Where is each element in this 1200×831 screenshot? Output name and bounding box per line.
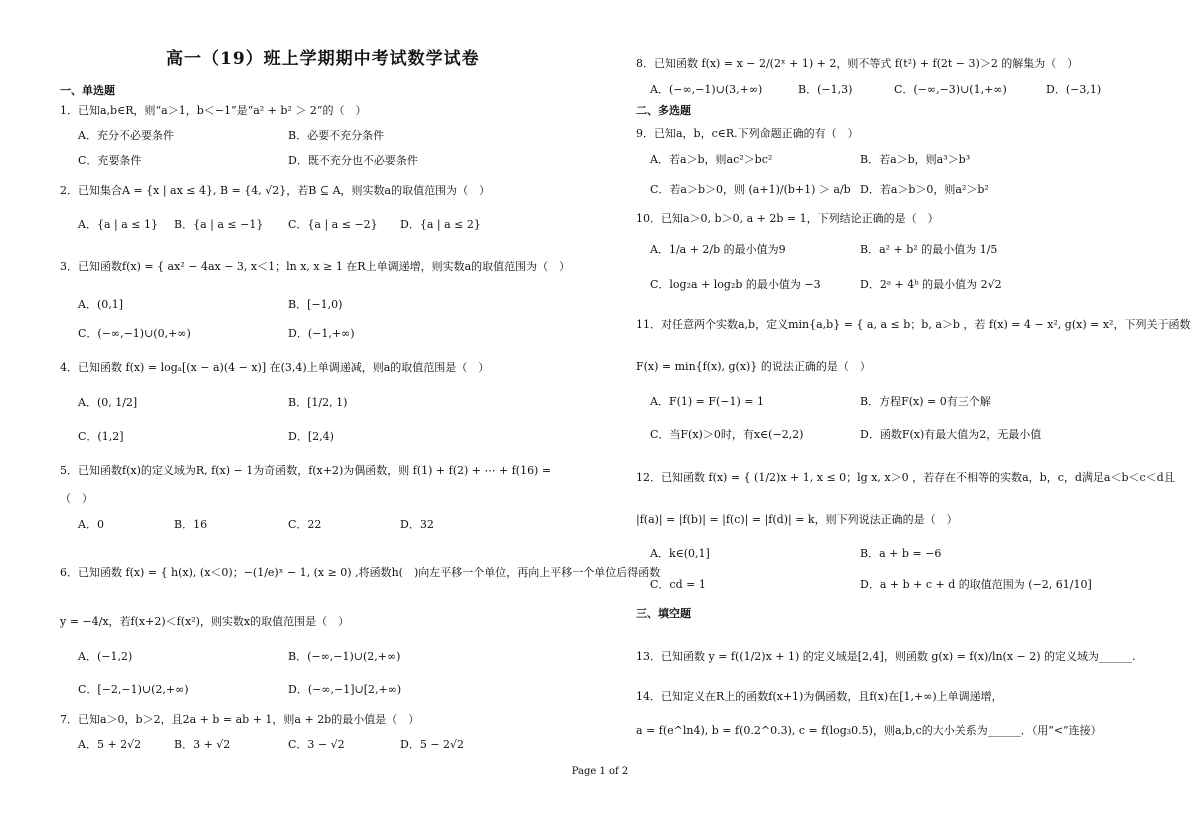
- q14-stem: 14．已知定义在R上的函数f(x+1)为偶函数，且f(x)在[1,+∞)上单调递增，: [636, 690, 1003, 703]
- q6-stem-cont: y = −4/x，若f(x+2)＜f(x²)，则实数x的取值范围是（ ）: [60, 615, 350, 628]
- q2-option-b: B．{a | a ≤ −1}: [174, 218, 264, 231]
- q7-option-b: B．3 + √2: [174, 738, 231, 751]
- q2-option-a: A．{a | a ≤ 1}: [78, 218, 158, 231]
- q3-stem: 3．已知函数f(x) = { ax² − 4ax − 3, x＜1；ln x, x ≥ 1 在R上单调递增，则实数a的取值范围为（ ）: [60, 260, 571, 273]
- q8-option-c: C．(−∞,−3)∪(1,+∞): [894, 83, 1007, 96]
- q5-option-b: B．16: [174, 518, 208, 531]
- q9-option-c: C．若a＞b＞0，则 (a+1)/(b+1) ＞ a/b: [650, 183, 851, 196]
- q7-option-a: A．5 + 2√2: [78, 738, 142, 751]
- q11-option-b: B．方程F(x) = 0有三个解: [860, 395, 991, 408]
- q4-option-b: B．[1/2, 1): [288, 396, 348, 409]
- q5-option-d: D．32: [400, 518, 434, 531]
- q1-stem: 1．已知a,b∈R，则“a＞1，b＜−1”是“a² + b² ＞ 2”的（ ）: [60, 104, 367, 117]
- q3-option-a: A．(0,1]: [78, 298, 124, 311]
- q5-option-a: A．0: [78, 518, 104, 531]
- q9-stem: 9．已知a，b，c∈R.下列命题正确的有（ ）: [636, 127, 859, 140]
- q1-option-a: A．充分不必要条件: [78, 129, 174, 142]
- section-fill-in: 三、填空题: [636, 607, 691, 620]
- q5-stem-cont: （ ）: [60, 492, 93, 505]
- q4-option-d: D．[2,4): [288, 430, 334, 443]
- q1-option-d: D．既不充分也不必要条件: [288, 154, 418, 167]
- q6-option-d: D．(−∞,−1]∪[2,+∞): [288, 683, 402, 696]
- q4-option-c: C．(1,2]: [78, 430, 124, 443]
- q10-option-d: D．2ᵃ + 4ᵇ 的最小值为 2√2: [860, 278, 1002, 291]
- q3-option-b: B．[−1,0): [288, 298, 343, 311]
- q8-option-d: D．(−3,1): [1046, 83, 1102, 96]
- q2-stem: 2．已知集合A = {x | ax ≤ 4}, B = {4, √2}，若B ⊆ A，则实数a的取值范围为（ ）: [60, 184, 491, 197]
- q5-option-c: C．22: [288, 518, 322, 531]
- q4-option-a: A．(0, 1/2]: [78, 396, 138, 409]
- q12-option-c: C．cd = 1: [650, 578, 706, 591]
- q10-option-b: B．a² + b² 的最小值为 1/5: [860, 243, 998, 256]
- q10-option-c: C．log₂a + log₂b 的最小值为 −3: [650, 278, 821, 291]
- q11-stem-cont: F(x) = min{f(x), g(x)} 的说法正确的是（ ）: [636, 360, 871, 373]
- q6-stem: 6．已知函数 f(x) = { h(x), (x＜0)；−(1/e)ˣ − 1, (x ≥ 0) ,将函数h( )向左平移一个单位，再向上平移一个单位后得函数: [60, 566, 661, 579]
- q13-stem: 13．已知函数 y = f((1/2)x + 1) 的定义域是[2,4]，则函数 g(x) = f(x)/ln(x − 2) 的定义域为______.: [636, 650, 1136, 663]
- section-single-choice: 一、单选题: [60, 84, 115, 97]
- q8-stem: 8．已知函数 f(x) = x − 2/(2ˣ + 1) + 2，则不等式 f(t²) + f(2t − 3)＞2 的解集为（ ）: [636, 57, 1079, 70]
- section-multi-choice: 二、多选题: [636, 104, 691, 117]
- q11-option-a: A．F(1) = F(−1) = 1: [650, 395, 765, 408]
- q12-option-b: B．a + b = −6: [860, 547, 942, 560]
- q10-stem: 10．已知a＞0, b＞0, a + 2b = 1，下列结论正确的是（ ）: [636, 212, 939, 225]
- q11-option-c: C．当F(x)＞0时，有x∈(−2,2): [650, 428, 804, 441]
- q7-option-c: C．3 − √2: [288, 738, 345, 751]
- q6-option-c: C．[−2,−1)∪(2,+∞): [78, 683, 189, 696]
- q6-option-a: A．(−1,2): [78, 650, 133, 663]
- q9-option-b: B．若a＞b，则a³＞b³: [860, 153, 971, 166]
- q9-option-d: D．若a＞b＞0，则a²＞b²: [860, 183, 989, 196]
- q4-stem: 4．已知函数 f(x) = logₐ[(x − a)(4 − x)] 在(3,4)上单调递减，则a的取值范围是（ ）: [60, 361, 490, 374]
- page-footer: Page 1 of 2: [571, 766, 629, 777]
- q7-stem: 7．已知a＞0，b＞2，且2a + b = ab + 1，则a + 2b的最小值是（ ）: [60, 713, 420, 726]
- q5-stem: 5．已知函数f(x)的定义域为R, f(x) − 1为奇函数，f(x+2)为偶函数，则 f(1) + f(2) + ⋯ + f(16) =: [60, 464, 552, 477]
- q11-option-d: D．函数F(x)有最大值为2，无最小值: [860, 428, 1042, 441]
- q6-option-b: B．(−∞,−1)∪(2,+∞): [288, 650, 401, 663]
- q12-stem: 12．已知函数 f(x) = { (1/2)x + 1, x ≤ 0；lg x, x＞0 ，若存在不相等的实数a，b，c，d满足a＜b＜c＜d且: [636, 471, 1175, 484]
- q12-option-a: A．k∈(0,1]: [650, 547, 710, 560]
- page-title: 高一（19）班上学期期中考试数学试卷: [166, 49, 480, 69]
- q2-option-c: C．{a | a ≤ −2}: [288, 218, 378, 231]
- q3-option-c: C．(−∞,−1)∪(0,+∞): [78, 327, 191, 340]
- q12-stem-cont: |f(a)| = |f(b)| = |f(c)| = |f(d)| = k，则下列说法正确的是（ ）: [636, 513, 958, 526]
- q10-option-a: A．1/a + 2/b 的最小值为9: [650, 243, 786, 256]
- q14-stem-cont: a = f(e^ln4), b = f(0.2^0.3), c = f(log₃0.5)，则a,b,c的大小关系为______．（用“<”连接）: [636, 724, 1102, 737]
- q12-option-d: D．a + b + c + d 的取值范围为 (−2, 61/10]: [860, 578, 1092, 591]
- q7-option-d: D．5 − 2√2: [400, 738, 465, 751]
- q1-option-c: C．充要条件: [78, 154, 142, 167]
- q11-stem: 11．对任意两个实数a,b，定义min{a,b} = { a, a ≤ b；b, a＞b ，若 f(x) = 4 − x², g(x) = x²，下列关于函数: [636, 318, 1191, 331]
- q8-option-b: B．(−1,3): [798, 83, 853, 96]
- q8-option-a: A．(−∞,−1)∪(3,+∞): [650, 83, 763, 96]
- q1-option-b: B．必要不充分条件: [288, 129, 385, 142]
- q2-option-d: D．{a | a ≤ 2}: [400, 218, 481, 231]
- q9-option-a: A．若a＞b，则ac²＞bc²: [650, 153, 773, 166]
- q3-option-d: D．(−1,+∞): [288, 327, 355, 340]
